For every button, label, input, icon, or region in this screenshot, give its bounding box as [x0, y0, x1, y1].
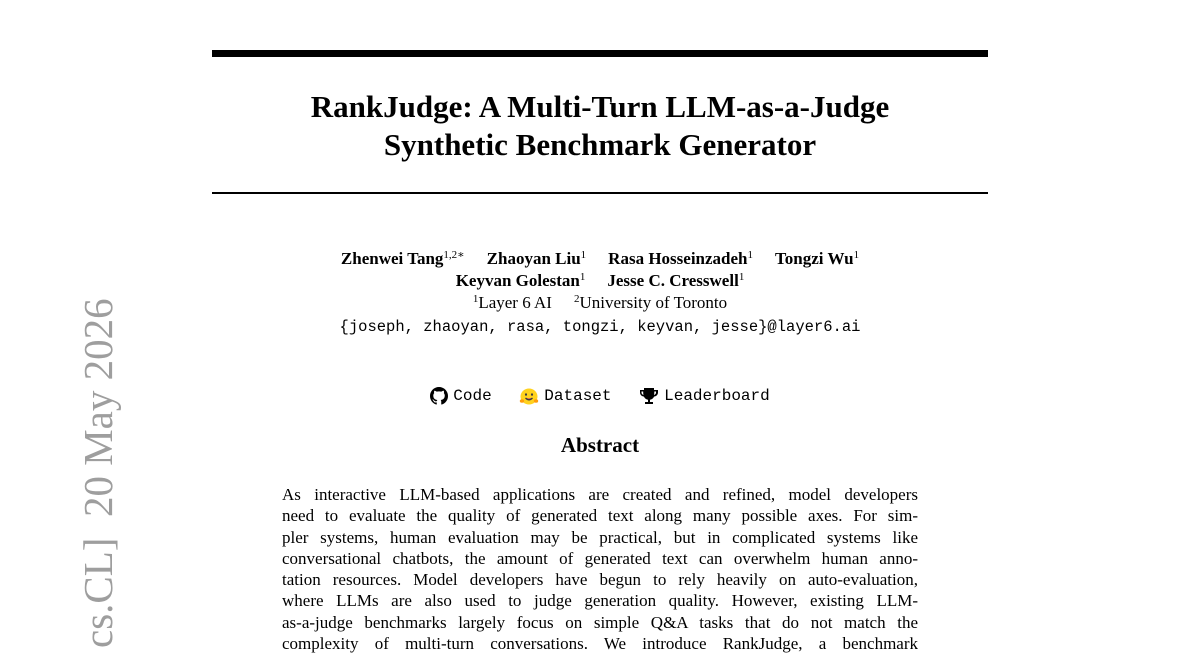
code-link[interactable] — [430, 384, 491, 408]
author-name: Zhaoyan Liu — [486, 249, 581, 268]
paper-title — [212, 88, 988, 164]
affiliation-mark: 2 — [573, 293, 580, 305]
arxiv-date: 20 May 2026 — [75, 298, 121, 518]
author-affiliation-mark: 1 — [747, 249, 753, 261]
abstract-line: conversational chatbots, the amount of generated text can overwhelm human anno- — [282, 548, 918, 568]
abstract-body — [282, 484, 918, 654]
affiliation-mark: 1 — [472, 293, 479, 305]
abstract-heading: Abstract — [560, 433, 640, 457]
arxiv-identifier-stamp — [75, 298, 121, 648]
dataset-link-label: Dataset — [544, 387, 612, 405]
title-bottom-rule — [212, 192, 988, 194]
author-block — [212, 248, 988, 338]
author-name: Rasa Hosseinzadeh — [608, 249, 748, 268]
abstract-line: tation resources. Model developers have begun to rely heavily on auto-evaluation, — [282, 570, 918, 590]
title-top-rule — [212, 50, 988, 57]
author-affiliation-mark: 1 — [738, 271, 745, 283]
author-name: Keyvan Golestan — [455, 271, 580, 290]
affiliation-name: University of Toronto — [579, 293, 728, 312]
author-name: Tongzi Wu — [775, 249, 854, 268]
title-line-1: RankJudge: A Multi-Turn LLM-as-a-Judge — [310, 89, 890, 124]
author-line-2 — [212, 270, 988, 292]
author-affiliation-mark: 1 — [853, 249, 860, 261]
abstract-line: pler systems, human evaluation may be practical, but in complicated systems like — [282, 527, 918, 547]
dataset-link[interactable] — [519, 384, 611, 408]
trophy-icon — [639, 387, 659, 405]
author-affiliation-mark: 1,2∗ — [443, 249, 465, 261]
github-icon — [430, 387, 448, 405]
affiliations-line — [212, 292, 988, 314]
title-line-2: Synthetic Benchmark Generator — [383, 127, 817, 162]
author-line-1 — [212, 248, 988, 270]
abstract-line: where LLMs are also used to judge generation quality. However, existing LLM- — [282, 591, 918, 611]
huggingface-icon — [519, 387, 539, 405]
author-affiliation-mark: 1 — [580, 249, 587, 261]
abstract-line: as-a-judge benchmarks largely focus on simple Q&A tasks that do not match the — [282, 612, 918, 632]
author-emails: {joseph, zhaoyan, rasa, tongzi, keyvan, jesse}@layer6.ai — [339, 318, 861, 336]
arxiv-category: cs.CL] — [75, 537, 121, 648]
abstract-line: need to evaluate the quality of generated text along many possible axes. For sim- — [282, 506, 918, 526]
leaderboard-link[interactable] — [639, 384, 770, 408]
resource-links — [212, 384, 988, 413]
code-link-label: Code — [453, 387, 492, 405]
leaderboard-link-label: Leaderboard — [664, 387, 770, 405]
author-name: Jesse C. Cresswell — [607, 271, 739, 290]
author-affiliation-mark: 1 — [579, 271, 586, 283]
affiliation-name: Layer 6 AI — [478, 293, 552, 312]
author-name: Zhenwei Tang — [340, 249, 444, 268]
abstract-line: As interactive LLM-based applications are created and refined, model developers — [282, 485, 918, 504]
abstract-line: complexity of multi-turn conversations. We introduce RankJudge, a benchmark — [282, 634, 918, 654]
